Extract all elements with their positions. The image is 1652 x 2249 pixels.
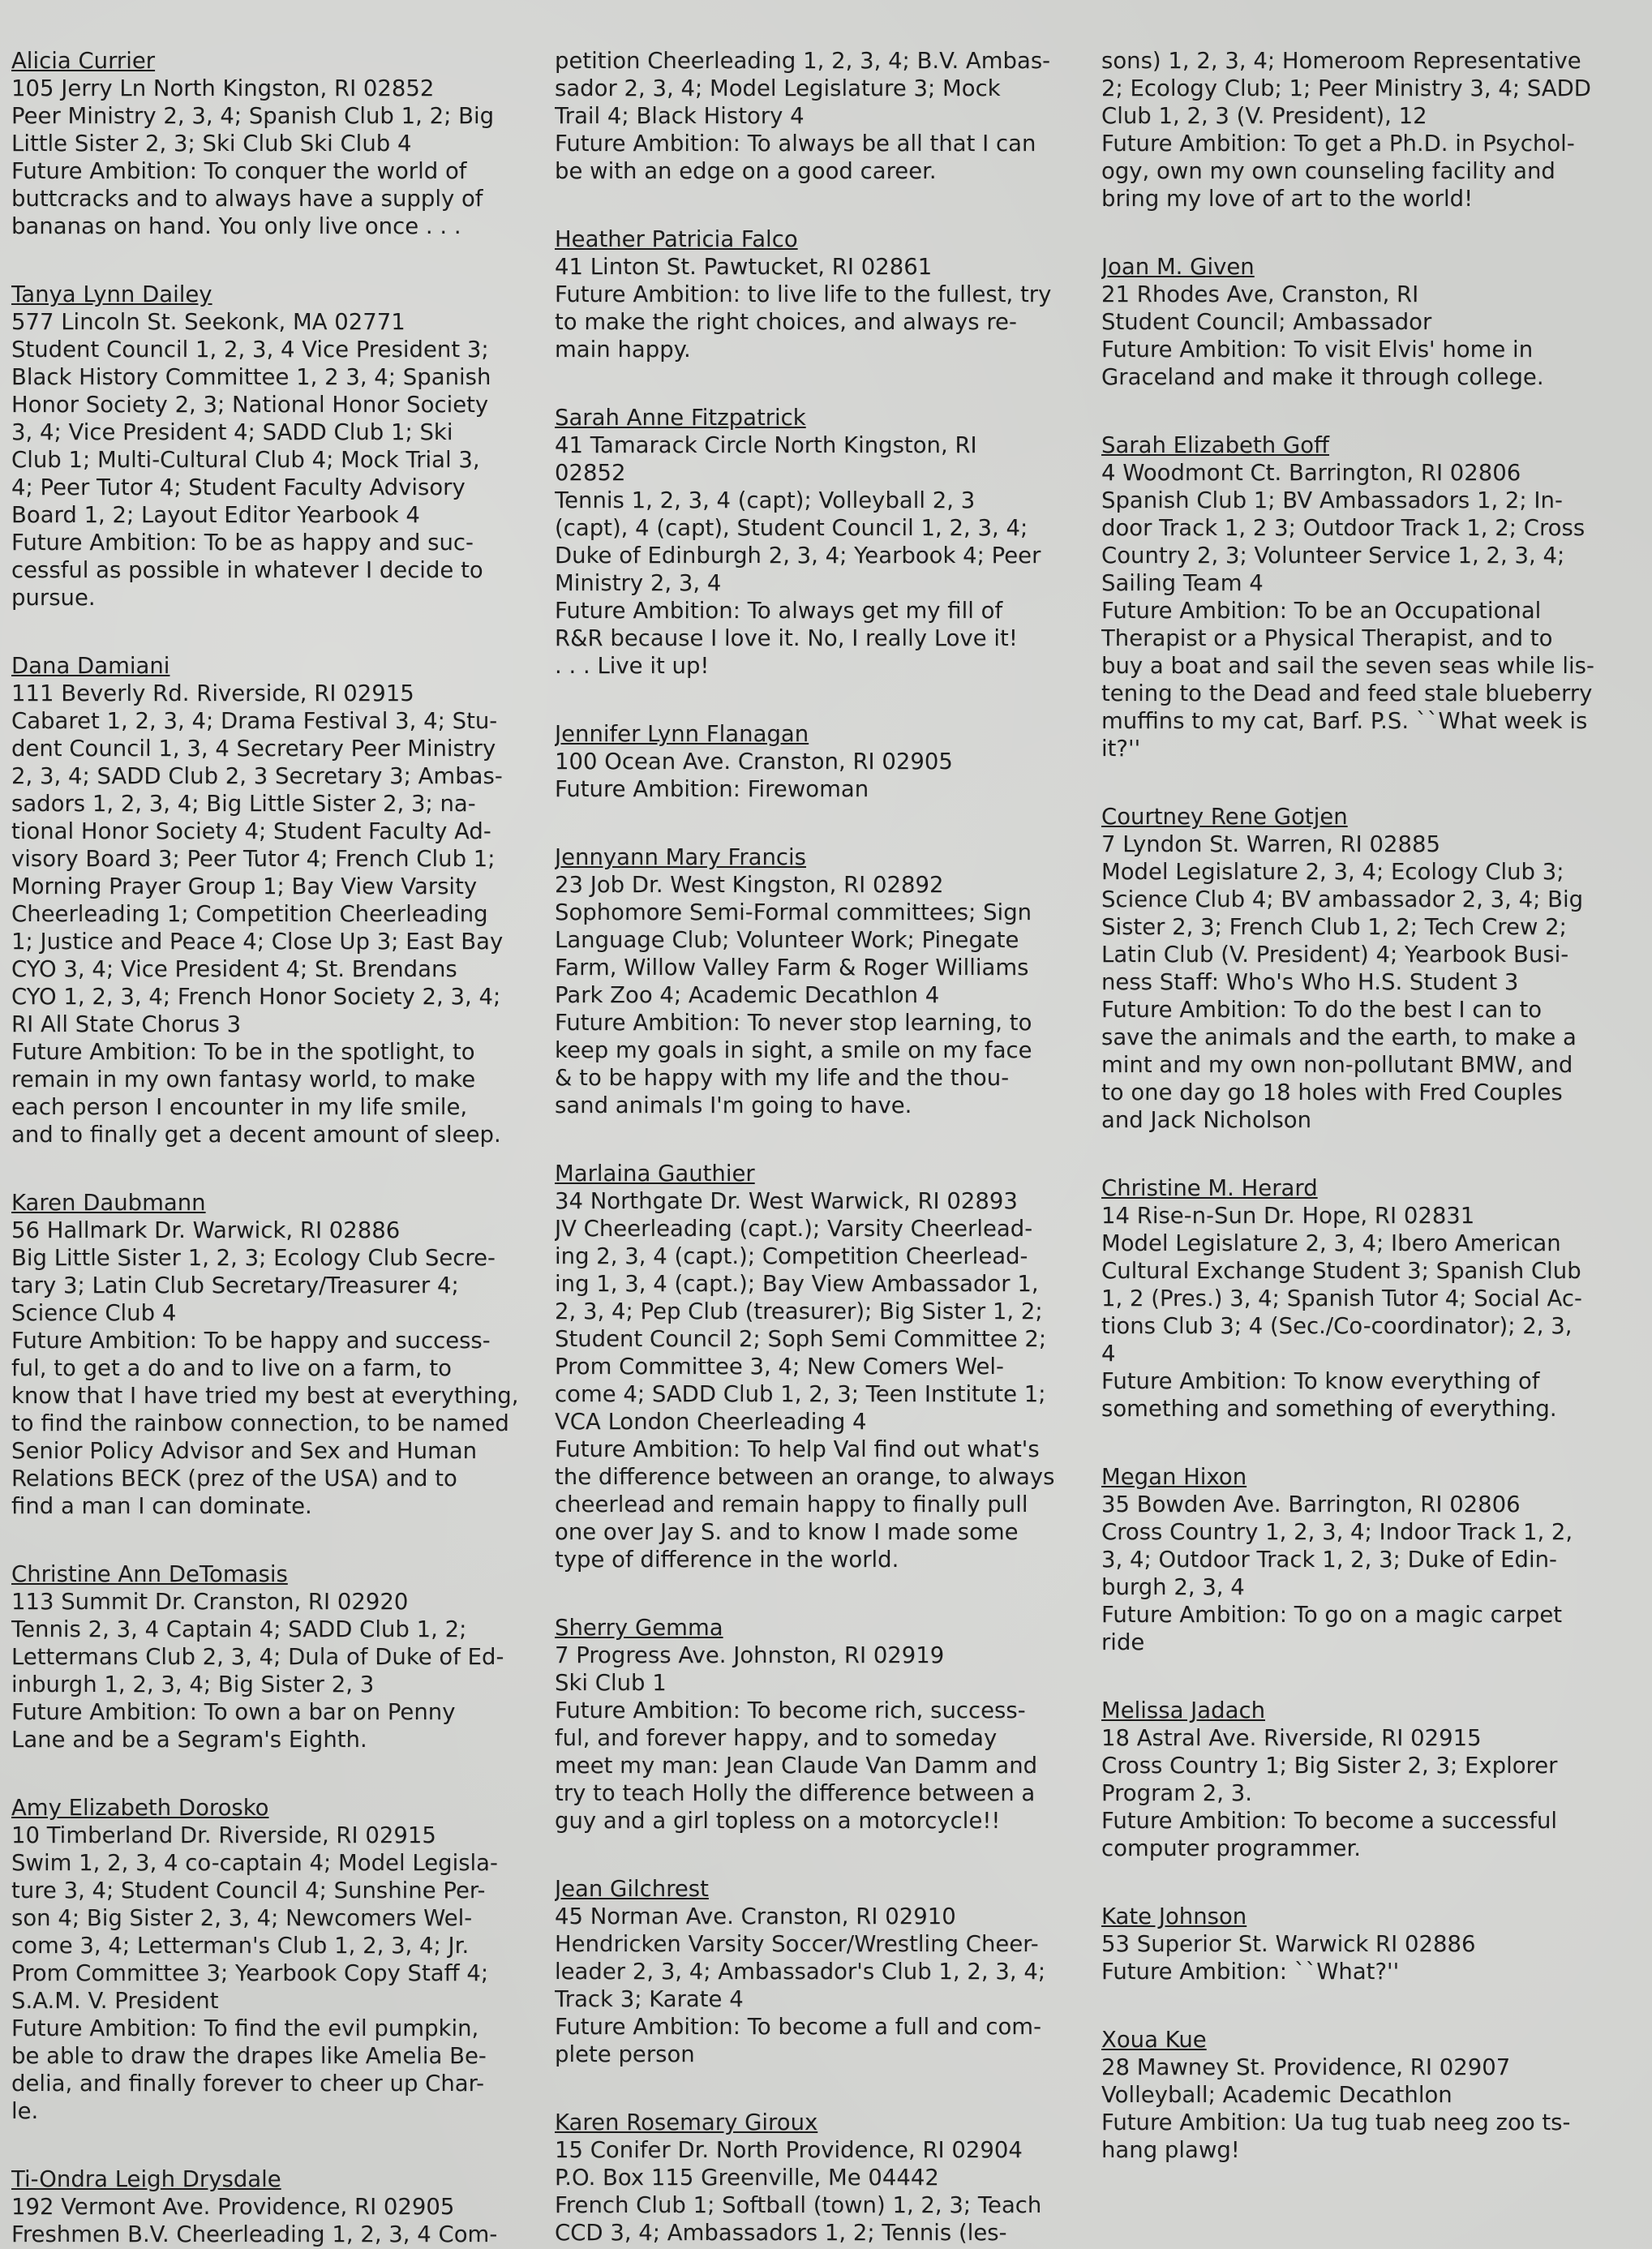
entry-text-line: Ski Club 1 [555, 1670, 667, 1696]
entry-text-line: Future Ambition: To become rich, success- [555, 1697, 1026, 1723]
senior-name: Alicia Currier [11, 48, 156, 74]
entry-text-line: to make the right choices, and always re- [555, 309, 1017, 335]
entry-text-line: it?'' [1101, 736, 1141, 762]
entry-text-line: ride [1101, 1629, 1145, 1655]
entry-text-line: be with an edge on a good career. [555, 158, 937, 184]
entry-text-line: 2, 3, 4; Pep Club (treasurer); Big Sister 1, 2; [555, 1298, 1043, 1324]
entry-text-line: Future Ambition: To be as happy and suc- [11, 530, 474, 556]
entry-text-line: 4 [1101, 1341, 1116, 1367]
entry-text-line: ful, to get a do and to live on a farm, to [11, 1355, 452, 1381]
entry-text-line: JV Cheerleading (capt.); Varsity Cheerlead- [555, 1216, 1033, 1242]
entry-text-line: Club 1; Multi-Cultural Club 4; Mock Trial 3, [11, 447, 480, 473]
senior-name: Melissa Jadach [1101, 1697, 1265, 1723]
entry-text-line: sador 2, 3, 4; Model Legislature 3; Mock [555, 75, 1001, 101]
column-3 [1101, 47, 1617, 2204]
entry-text-line: Senior Policy Advisor and Sex and Human [11, 1438, 478, 1464]
entry-text-line: CCD 3, 4; Ambassadors 1, 2; Tennis (les- [555, 2220, 1007, 2246]
entry-text-line: 3, 4; Outdoor Track 1, 2, 3; Duke of Edin- [1101, 1547, 1557, 1573]
entry-text-line: Future Ambition: To go on a magic carpet [1101, 1602, 1563, 1628]
entry-text-line: buttcracks and to always have a supply of [11, 186, 483, 212]
entry-text-line: plete person [555, 2041, 695, 2067]
entry-text-line: 53 Superior St. Warwick RI 02886 [1101, 1931, 1476, 1957]
entry-text-line: Model Legislature 2, 3, 4; Ibero American [1101, 1230, 1561, 1256]
entry-text-line: Tennis 2, 3, 4 Captain 4; SADD Club 1, 2; [11, 1616, 467, 1642]
entry-text-line: Hendricken Varsity Soccer/Wrestling Cheer- [555, 1931, 1039, 1957]
entry-text-line: CYO 1, 2, 3, 4; French Honor Society 2, 3, 4; [11, 984, 501, 1010]
senior-entry [555, 404, 1070, 680]
entry-text-line: 14 Rise-n-Sun Dr. Hope, RI 02831 [1101, 1203, 1475, 1229]
senior-name: Joan M. Given [1101, 254, 1255, 280]
entry-text-line: main happy. [555, 337, 691, 363]
entry-text-line: ing 1, 3, 4 (capt.); Bay View Ambassador 1, [555, 1271, 1039, 1297]
entry-text-line: Lane and be a Segram's Eighth. [11, 1727, 367, 1753]
entry-text-line: Volleyball; Academic Decathlon [1101, 2082, 1452, 2108]
entry-text-line: Therapist or a Physical Therapist, and to [1101, 625, 1553, 651]
senior-entry [11, 652, 524, 1148]
entry-text-line: 10 Timberland Dr. Riverside, RI 02915 [11, 1822, 436, 1848]
entry-text-line: Ministry 2, 3, 4 [555, 570, 722, 596]
entry-text-line: come 3, 4; Letterman's Club 1, 2, 3, 4; Jr. [11, 1933, 470, 1959]
entry-text-line: CYO 3, 4; Vice President 4; St. Brendans [11, 956, 457, 982]
entry-text-line: bananas on hand. You only live once . . . [11, 213, 461, 239]
entry-text-line: Future Ambition: To conquer the world of [11, 158, 467, 184]
entry-text-line: delia, and finally forever to cheer up Char- [11, 2071, 485, 2097]
senior-name: Amy Elizabeth Dorosko [11, 1795, 269, 1821]
entry-text-line: Future Ambition: To find the evil pumpkin, [11, 2015, 479, 2041]
entry-text-line: R&R because I love it. No, I really Love it! [555, 625, 1018, 651]
senior-entry [555, 1614, 1070, 1835]
entry-text-line: come 4; SADD Club 1, 2, 3; Teen Institute 1; [555, 1381, 1046, 1407]
entry-text-line: Future Ambition: To be happy and success- [11, 1328, 491, 1354]
entry-text-line: cheerlead and remain happy to finally pull [555, 1491, 1028, 1517]
entry-text-line: mint and my own non-pollutant BMW, and [1101, 1052, 1573, 1078]
entry-text-line: Freshmen B.V. Cheerleading 1, 2, 3, 4 Com- [11, 2221, 498, 2247]
entry-text-line: Sailing Team 4 [1101, 570, 1264, 596]
entry-text-line: ture 3, 4; Student Council 4; Sunshine Per- [11, 1878, 486, 1903]
senior-entry [11, 1794, 524, 2125]
entry-text-line: Future Ambition: ``What?'' [1101, 1959, 1400, 1985]
entry-text-line: 4; Peer Tutor 4; Student Faculty Advisory [11, 474, 466, 500]
entry-text-line: guy and a girl topless on a motorcycle!! [555, 1808, 1001, 1834]
entry-text-line: 56 Hallmark Dr. Warwick, RI 02886 [11, 1217, 401, 1243]
entry-text-line: Program 2, 3. [1101, 1780, 1252, 1806]
entry-text-line: French Club 1; Softball (town) 1, 2, 3; Teach [555, 2192, 1042, 2218]
entry-text-line: and Jack Nicholson [1101, 1107, 1312, 1133]
entry-text-line: visory Board 3; Peer Tutor 4; French Club 1; [11, 846, 496, 872]
entry-text-line: Trail 4; Black History 4 [555, 103, 805, 129]
entry-text-line: Cabaret 1, 2, 3, 4; Drama Festival 3, 4; Stu- [11, 708, 498, 734]
entry-text-line: Cross Country 1, 2, 3, 4; Indoor Track 1, 2, [1101, 1519, 1573, 1545]
entry-text-line: buy a boat and sail the seven seas while lis- [1101, 653, 1594, 679]
entry-text-line: sand animals I'm going to have. [555, 1092, 912, 1118]
entry-text-line: 577 Lincoln St. Seekonk, MA 02771 [11, 309, 405, 335]
senior-name: Megan Hixon [1101, 1464, 1247, 1490]
entry-text-line: ness Staff: Who's Who H.S. Student 3 [1101, 969, 1519, 995]
senior-name: Christine M. Herard [1101, 1175, 1318, 1201]
entry-text-line: 34 Northgate Dr. West Warwick, RI 02893 [555, 1188, 1018, 1214]
senior-entry [555, 720, 1070, 803]
entry-text-line: 15 Conifer Dr. North Providence, RI 02904 [555, 2137, 1023, 2163]
entry-text-line: Big Little Sister 1, 2, 3; Ecology Club Secre- [11, 1245, 496, 1271]
entry-text-line: Sophomore Semi-Formal committees; Sign [555, 899, 1032, 925]
entry-text-line: inburgh 1, 2, 3, 4; Big Sister 2, 3 [11, 1672, 375, 1697]
entry-text-line: Honor Society 2, 3; National Honor Society [11, 392, 489, 418]
entry-text-line: bring my love of art to the world! [1101, 186, 1474, 212]
senior-name: Jennyann Mary Francis [555, 844, 807, 870]
entry-text-line: the difference between an orange, to always [555, 1464, 1055, 1490]
entry-text-line: ful, and forever happy, and to someday [555, 1725, 998, 1751]
entry-text-line: 2, 3, 4; SADD Club 2, 3 Secretary 3; Ambas- [11, 763, 503, 789]
entry-text-line: Prom Committee 3, 4; New Comers Wel- [555, 1354, 1004, 1380]
entry-text-line: Model Legislature 2, 3, 4; Ecology Club 3; [1101, 859, 1564, 885]
senior-entry [11, 1560, 524, 1753]
entry-text-line: Language Club; Volunteer Work; Pinegate [555, 927, 1019, 953]
senior-name: Christine Ann DeTomasis [11, 1561, 288, 1587]
entry-text-line: 113 Summit Dr. Cranston, RI 02920 [11, 1589, 409, 1615]
entry-text-line: 35 Bowden Ave. Barrington, RI 02806 [1101, 1491, 1521, 1517]
entry-text-line: 1, 2 (Pres.) 3, 4; Spanish Tutor 4; Social Ac- [1101, 1285, 1582, 1311]
entry-text-line: Cross Country 1; Big Sister 2, 3; Explorer [1101, 1753, 1558, 1779]
entry-text-line: Future Ambition: To visit Elvis' home in [1101, 337, 1534, 363]
senior-entry [11, 47, 524, 240]
entry-text-line: 41 Linton St. Pawtucket, RI 02861 [555, 254, 933, 280]
senior-entry [1101, 2026, 1617, 2164]
entry-text-line: door Track 1, 2 3; Outdoor Track 1, 2; Cross [1101, 515, 1585, 541]
entry-text-line: leader 2, 3, 4; Ambassador's Club 1, 2, 3, 4; [555, 1959, 1046, 1985]
entry-text-line: 23 Job Dr. West Kingston, RI 02892 [555, 872, 944, 898]
entry-text-line: try to teach Holly the difference between a [555, 1780, 1036, 1806]
senior-name: Dana Damiani [11, 653, 170, 679]
entry-text-line: Science Club 4 [11, 1300, 177, 1326]
entry-text-line: 21 Rhodes Ave, Cranston, RI [1101, 281, 1419, 307]
entry-text-line: Peer Ministry 2, 3, 4; Spanish Club 1, 2; Big [11, 103, 495, 129]
entry-text-line: Future Ambition: To do the best I can to [1101, 997, 1543, 1023]
entry-text-line: Morning Prayer Group 1; Bay View Varsity [11, 873, 478, 899]
entry-text-line: 18 Astral Ave. Riverside, RI 02915 [1101, 1725, 1482, 1751]
senior-entry [11, 1189, 524, 1520]
senior-entry [1101, 1697, 1617, 1862]
entry-text-line: Black History Committee 1, 2 3, 4; Spanish [11, 364, 491, 390]
entry-text-line: 111 Beverly Rd. Riverside, RI 02915 [11, 680, 414, 706]
entry-text-line: 45 Norman Ave. Cranston, RI 02910 [555, 1903, 956, 1929]
entry-text-line: to find the rainbow connection, to be named [11, 1410, 509, 1436]
entry-text-line: save the animals and the earth, to make a [1101, 1024, 1577, 1050]
senior-name: Kate Johnson [1101, 1903, 1247, 1929]
entry-text-line: 41 Tamarack Circle North Kingston, RI [555, 432, 977, 458]
entry-text-line: Graceland and make it through college. [1101, 364, 1544, 390]
entry-text-line: 7 Lyndon St. Warren, RI 02885 [1101, 831, 1440, 857]
entry-text-line: Future Ambition: To become a successful [1101, 1808, 1558, 1834]
entry-text-line: tening to the Dead and feed stale blueberry [1101, 680, 1593, 706]
senior-entry [555, 843, 1070, 1119]
entry-text-line: Track 3; Karate 4 [555, 1986, 744, 2012]
entry-text-line: 28 Mawney St. Providence, RI 02907 [1101, 2054, 1511, 2080]
senior-entry [555, 225, 1070, 363]
entry-text-line: Prom Committee 3; Yearbook Copy Staff 4; [11, 1960, 489, 1986]
entry-text-line: Club 1, 2, 3 (V. President), 12 [1101, 103, 1427, 129]
entry-text-line: type of difference in the world. [555, 1547, 899, 1573]
entry-text-line: ing 2, 3, 4 (capt.); Competition Cheerlead- [555, 1243, 1028, 1269]
senior-entry [1101, 1903, 1617, 1985]
entry-text-line: tional Honor Society 4; Student Faculty Ad- [11, 818, 491, 844]
entry-text-line: 105 Jerry Ln North Kingston, RI 02852 [11, 75, 435, 101]
senior-entry [1101, 47, 1617, 212]
senior-entry [11, 2165, 524, 2248]
entry-text-line: keep my goals in sight, a smile on my face [555, 1037, 1032, 1063]
entry-text-line: S.A.M. V. President [11, 1988, 219, 2014]
entry-text-line: Spanish Club 1; BV Ambassadors 1, 2; In- [1101, 487, 1563, 513]
senior-entry [555, 1160, 1070, 1573]
entry-text-line: 4 Woodmont Ct. Barrington, RI 02806 [1101, 460, 1521, 486]
senior-name: Tanya Lynn Dailey [11, 281, 212, 307]
entry-text-line: dent Council 1, 3, 4 Secretary Peer Ministry [11, 736, 496, 762]
entry-text-line: 100 Ocean Ave. Cranston, RI 02905 [555, 749, 953, 775]
entry-text-line: Future Ambition: To always be all that I can [555, 131, 1036, 157]
senior-entry [11, 281, 524, 612]
entry-text-line: one over Jay S. and to know I made some [555, 1519, 1019, 1545]
senior-entry [1101, 803, 1617, 1134]
entry-text-line: Science Club 4; BV ambassador 2, 3, 4; Big [1101, 886, 1584, 912]
entry-text-line: Future Ambition: To be an Occupational [1101, 598, 1542, 624]
entry-text-line: find a man I can dominate. [11, 1493, 312, 1519]
entry-text-line: to one day go 18 holes with Fred Couples [1101, 1079, 1563, 1105]
entry-text-line: Future Ambition: To know everything of [1101, 1368, 1540, 1394]
entry-text-line: Future Ambition: To get a Ph.D. in Psychol- [1101, 131, 1575, 157]
senior-name: Xoua Kue [1101, 2027, 1207, 2053]
entry-text-line: Relations BECK (prez of the USA) and to [11, 1466, 457, 1491]
column-2 [555, 47, 1070, 2249]
entry-text-line: Duke of Edinburgh 2, 3, 4; Yearbook 4; Peer [555, 543, 1041, 569]
entry-text-line: Future Ambition: Ua tug tuab neeg zoo ts- [1101, 2110, 1571, 2135]
entry-text-line: hang plawg! [1101, 2137, 1240, 2163]
entry-text-line: Cultural Exchange Student 3; Spanish Club [1101, 1258, 1581, 1284]
entry-text-line: & to be happy with my life and the thou- [555, 1065, 1010, 1091]
entry-text-line: RI All State Chorus 3 [11, 1011, 242, 1037]
entry-text-line: Student Council; Ambassador [1101, 309, 1432, 335]
senior-name: Heather Patricia Falco [555, 226, 798, 252]
entry-text-line: P.O. Box 115 Greenville, Me 04442 [555, 2165, 939, 2191]
entry-text-line: Little Sister 2, 3; Ski Club Ski Club 4 [11, 131, 412, 157]
entry-text-line: ogy, own my own counseling facility and [1101, 158, 1555, 184]
entry-text-line: Future Ambition: To help Val find out what's [555, 1436, 1040, 1462]
senior-name: Jean Gilchrest [555, 1876, 709, 1902]
entry-text-line: cessful as possible in whatever I decide to [11, 557, 483, 583]
senior-entry [555, 47, 1070, 185]
senior-name: Jennifer Lynn Flanagan [555, 721, 809, 747]
entry-text-line: tions Club 3; 4 (Sec./Co-coordinator); 2, 3, [1101, 1313, 1573, 1339]
senior-entry [1101, 431, 1617, 762]
column-1 [11, 47, 524, 2249]
entry-text-line: know that I have tried my best at everything, [11, 1383, 519, 1409]
entry-text-line: Future Ambition: To be in the spotlight, to [11, 1039, 475, 1065]
entry-text-line: 7 Progress Ave. Johnston, RI 02919 [555, 1642, 945, 1668]
entry-text-line: Latin Club (V. President) 4; Yearbook Busi- [1101, 942, 1569, 968]
entry-text-line: computer programmer. [1101, 1835, 1361, 1861]
entry-text-line: pursue. [11, 585, 96, 611]
entry-text-line: Future Ambition: To always get my fill of [555, 598, 1003, 624]
entry-text-line: Student Council 2; Soph Semi Committee 2; [555, 1326, 1047, 1352]
entry-text-line: Farm, Willow Valley Farm & Roger Williams [555, 955, 1029, 981]
senior-name: Ti-Ondra Leigh Drysdale [11, 2166, 281, 2192]
senior-entry [1101, 1463, 1617, 1656]
senior-name: Marlaina Gauthier [555, 1161, 755, 1187]
entry-text-line: Future Ambition: To never stop learning, to [555, 1010, 1032, 1036]
entry-text-line: Swim 1, 2, 3, 4 co-captain 4; Model Legisla- [11, 1850, 498, 1876]
entry-text-line: (capt), 4 (capt), Student Council 1, 2, 3, 4; [555, 515, 1028, 541]
senior-entry [1101, 1174, 1617, 1423]
entry-text-line: 02852 [555, 460, 626, 486]
senior-entry [555, 1875, 1070, 2068]
entry-text-line: Sister 2, 3; French Club 1, 2; Tech Crew 2; [1101, 914, 1567, 940]
entry-text-line: Cheerleading 1; Competition Cheerleading [11, 901, 488, 927]
entry-text-line: VCA London Cheerleading 4 [555, 1409, 867, 1435]
entry-text-line: 1; Justice and Peace 4; Close Up 3; East Bay [11, 929, 504, 955]
entry-text-line: Future Ambition: To become a full and com- [555, 2014, 1042, 2040]
entry-text-line: Future Ambition: To own a bar on Penny [11, 1699, 456, 1725]
entry-text-line: remain in my own fantasy world, to make [11, 1067, 476, 1092]
senior-name: Karen Rosemary Giroux [555, 2110, 818, 2135]
entry-text-line: be able to draw the drapes like Amelia Be- [11, 2043, 487, 2069]
entry-text-line: Future Ambition: to live life to the fullest, try [555, 281, 1052, 307]
entry-text-line: 192 Vermont Ave. Providence, RI 02905 [11, 2194, 455, 2220]
senior-entry [1101, 253, 1617, 391]
entry-text-line: le. [11, 2098, 39, 2124]
entry-text-line: son 4; Big Sister 2, 3, 4; Newcomers Wel- [11, 1905, 473, 1931]
entry-text-line: Country 2, 3; Volunteer Service 1, 2, 3, 4; [1101, 543, 1565, 569]
entry-text-line: something and something of everything. [1101, 1396, 1557, 1422]
entry-text-line: and to finally get a decent amount of sleep. [11, 1122, 501, 1148]
senior-name: Sarah Anne Fitzpatrick [555, 405, 806, 431]
entry-text-line: each person I encounter in my life smile, [11, 1094, 468, 1120]
entry-text-line: Lettermans Club 2, 3, 4; Dula of Duke of Ed- [11, 1644, 504, 1670]
entry-text-line: petition Cheerleading 1, 2, 3, 4; B.V. Ambas- [555, 48, 1051, 74]
entry-text-line: Tennis 1, 2, 3, 4 (capt); Volleyball 2, 3 [555, 487, 976, 513]
entry-text-line: Board 1, 2; Layout Editor Yearbook 4 [11, 502, 420, 528]
entry-text-line: 3, 4; Vice President 4; SADD Club 1; Ski [11, 419, 453, 445]
senior-name: Sherry Gemma [555, 1615, 723, 1641]
entry-text-line: meet my man: Jean Claude Van Damm and [555, 1753, 1038, 1779]
entry-text-line: 2; Ecology Club; 1; Peer Ministry 3, 4; SADD [1101, 75, 1591, 101]
entry-text-line: sons) 1, 2, 3, 4; Homeroom Representative [1101, 48, 1581, 74]
entry-text-line: tary 3; Latin Club Secretary/Treasurer 4; [11, 1273, 459, 1298]
senior-name: Karen Daubmann [11, 1190, 206, 1216]
entry-text-line: Park Zoo 4; Academic Decathlon 4 [555, 982, 940, 1008]
entry-text-line: muffins to my cat, Barf. P.S. ``What week is [1101, 708, 1588, 734]
entry-text-line: Future Ambition: Firewoman [555, 776, 869, 802]
senior-name: Courtney Rene Gotjen [1101, 804, 1348, 830]
entry-text-line: . . . Live it up! [555, 653, 710, 679]
senior-name: Sarah Elizabeth Goff [1101, 432, 1329, 458]
senior-entry [555, 2109, 1070, 2247]
entry-text-line: Student Council 1, 2, 3, 4 Vice President 3; [11, 337, 489, 363]
entry-text-line: burgh 2, 3, 4 [1101, 1574, 1245, 1600]
entry-text-line: sadors 1, 2, 3, 4; Big Little Sister 2, 3; na- [11, 791, 476, 817]
